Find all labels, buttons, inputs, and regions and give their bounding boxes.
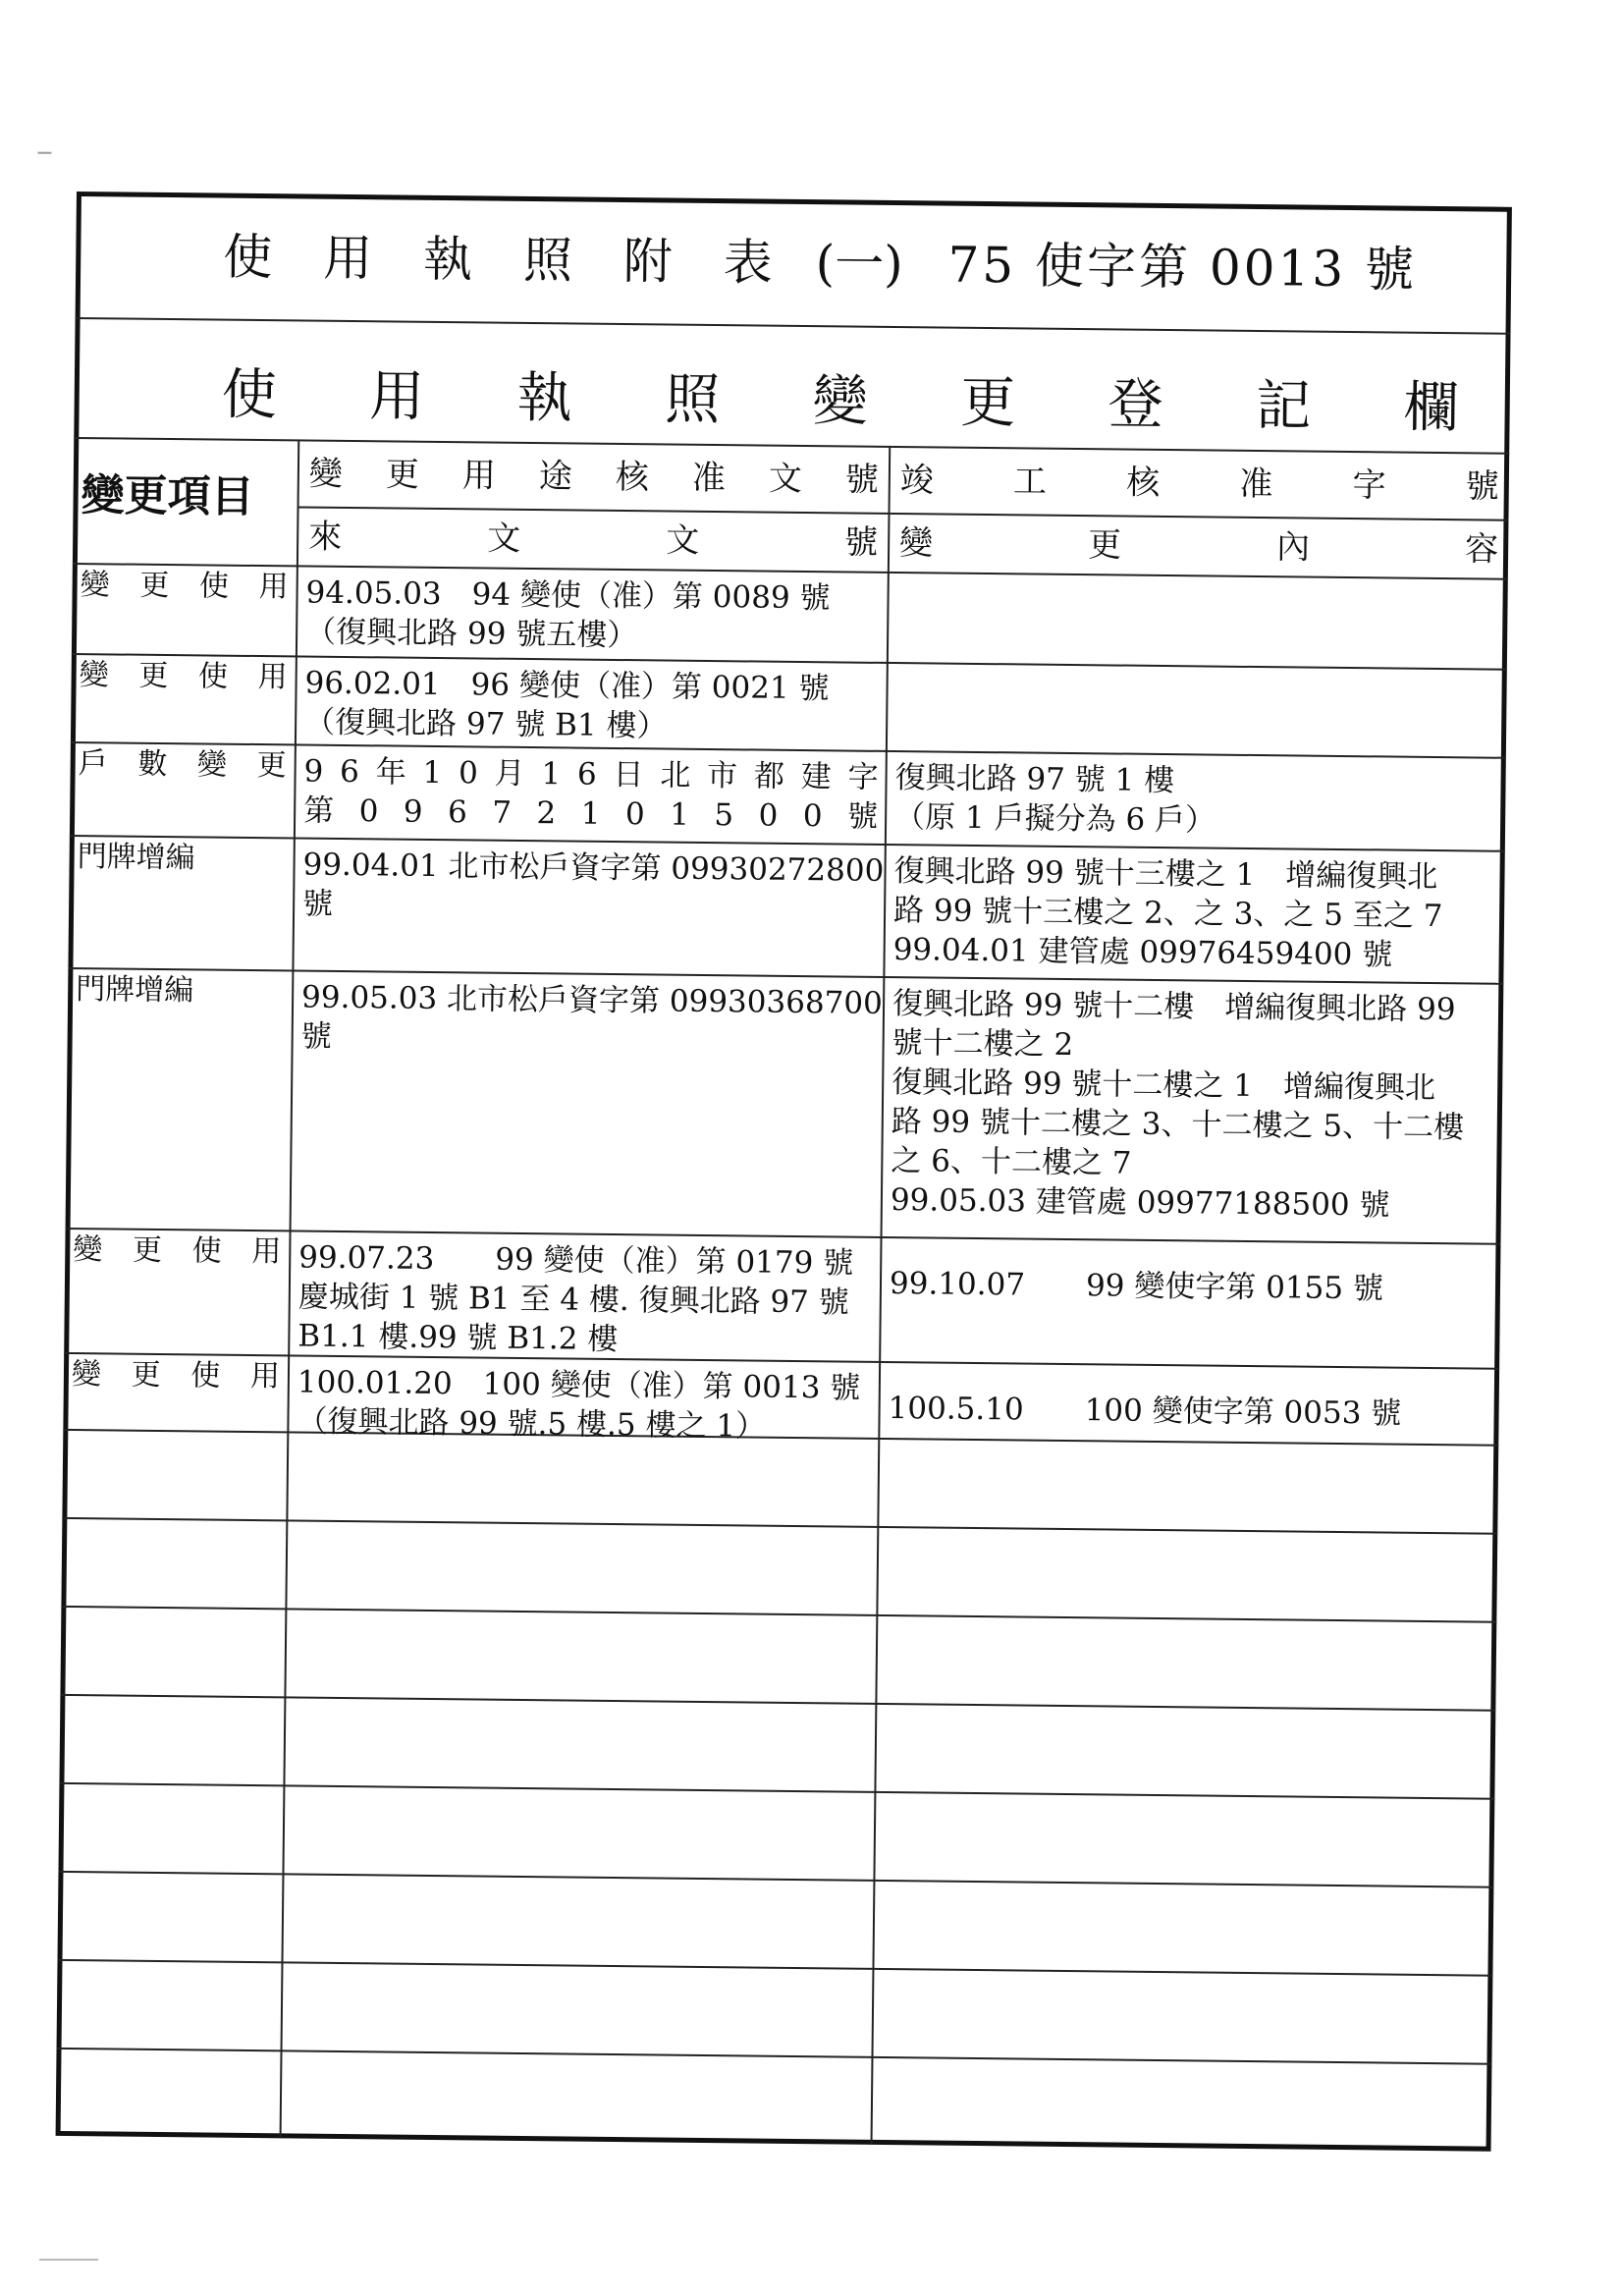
cell-line: B1.1 樓.99 號 B1.2 樓 <box>297 1318 619 1358</box>
header-char: 文 <box>665 520 700 561</box>
section-title-char: 欄 <box>1403 375 1460 441</box>
cell-line: 號 <box>301 886 334 922</box>
scan-speck <box>39 2259 98 2261</box>
cell-char: 北 <box>660 757 691 793</box>
cell-line: 99.04.01 建管處 09976459400 號 <box>892 932 1393 973</box>
cell-line: 99.05.03 建管處 09977188500 號 <box>890 1182 1390 1224</box>
header-char: 更 <box>1087 525 1122 566</box>
row-content-cell <box>891 984 1494 1227</box>
row-item-char: 變 <box>71 1357 102 1393</box>
header-item: 變更項目 <box>81 470 254 522</box>
row-content-cell <box>890 1264 1490 1310</box>
cell-line: 復興北路 99 號十三樓之 1 增編復興北 <box>893 853 1438 896</box>
row-approval-cell <box>301 846 885 930</box>
header-char: 內 <box>1275 527 1311 568</box>
row-item-label <box>80 568 289 605</box>
row-approval-cell <box>303 752 879 837</box>
header-char: 文 <box>768 459 803 500</box>
row-item-char: 變 <box>79 658 109 693</box>
header-char: 竣 <box>899 461 935 501</box>
cell-char: 第 <box>302 793 335 829</box>
cell-line: 96.02.01 96 變使（准）第 0021 號 <box>304 665 830 707</box>
row-item-char: 使 <box>190 1358 221 1394</box>
cell-char: 日 <box>613 756 644 793</box>
cell-char: 0 <box>802 798 823 835</box>
cell-line <box>303 792 878 837</box>
row-item-char: 用 <box>257 660 288 695</box>
row-item-char: 戶 <box>78 746 108 782</box>
license-sheet <box>56 191 1512 2152</box>
cell-char: 6 <box>339 753 360 791</box>
cell-line: 慶城街 1 號 B1 至 4 樓. 復興北路 97 號 <box>297 1279 849 1321</box>
cell-line: 號 <box>300 1018 332 1055</box>
row-item-label <box>79 658 288 695</box>
row-item-char: 用 <box>258 570 289 605</box>
header-char: 核 <box>615 457 650 498</box>
cell-char: 6 <box>576 756 597 793</box>
header-char: 號 <box>843 522 879 563</box>
header-char: 號 <box>844 460 880 500</box>
header-char: 核 <box>1126 463 1161 503</box>
section-title-char: 用 <box>368 364 425 429</box>
row-item-label <box>77 840 195 876</box>
section-title-char: 變 <box>812 369 869 434</box>
section-title <box>221 362 1460 441</box>
cell-line: 復興北路 99 號十二樓之 1 增編復興北 <box>892 1065 1436 1107</box>
header-change-content <box>898 523 1499 570</box>
cell-line: 復興北路 97 號 1 樓 <box>894 760 1175 799</box>
cell-char: 0 <box>358 793 379 830</box>
cell-line <box>303 752 878 797</box>
row-item-char: 門牌增編 <box>76 972 194 1009</box>
row-item-char: 更 <box>256 748 287 784</box>
cell-char: 1 <box>580 795 601 832</box>
cell-line: （原 1 戶擬分為 6 戶） <box>893 799 1216 839</box>
row-approval-cell <box>300 978 884 1063</box>
section-title-char: 執 <box>516 365 573 431</box>
row-item-char: 用 <box>249 1358 281 1394</box>
row-item-label <box>76 972 194 1009</box>
header-char: 來 <box>307 517 343 557</box>
header-char: 用 <box>461 456 497 496</box>
row-approval-cell <box>305 574 881 658</box>
header-char: 准 <box>1239 464 1273 505</box>
cell-line: （復興北路 99 號五樓） <box>304 614 638 654</box>
header-char: 字 <box>1352 465 1386 506</box>
scan-speck <box>37 152 51 154</box>
header-completion-no <box>899 461 1499 507</box>
cell-line: 100.5.10 100 變使字第 0053 號 <box>888 1391 1402 1432</box>
row-approval-cell <box>297 1238 873 1362</box>
section-title-char: 照 <box>664 367 721 433</box>
section-title-char: 記 <box>1255 374 1312 439</box>
row-item-char: 更 <box>139 568 170 604</box>
cell-line: （復興北路 97 號 B1 樓） <box>303 704 668 744</box>
header-char: 准 <box>691 458 727 499</box>
cell-char: 號 <box>846 798 879 835</box>
cell-line: 99.05.03 北市松戶資字第 09930368700 <box>300 979 884 1021</box>
cell-line: 99.04.01 北市松戶資字第 09930272800 <box>302 847 885 889</box>
cell-line: 路 99 號十二樓之 3、十二樓之 5、十二樓 <box>891 1104 1465 1146</box>
cell-char: 5 <box>714 797 734 834</box>
header-char: 變 <box>898 523 934 564</box>
cell-char: 市 <box>706 757 738 794</box>
row-item-label <box>78 746 287 784</box>
row-approval-cell <box>304 664 880 748</box>
row-item-char: 使 <box>191 1233 222 1269</box>
cell-char: 0 <box>458 755 478 792</box>
cell-char: 9 <box>303 753 324 790</box>
cell-line: 路 99 號十三樓之 2、之 3、之 5 至之 7 <box>892 893 1443 935</box>
row-item-char: 更 <box>138 658 169 694</box>
cell-char: 0 <box>624 796 645 833</box>
cell-line: 100.01.20 100 變使（准）第 0013 號 <box>297 1364 861 1406</box>
cell-char: 6 <box>447 794 468 831</box>
cell-char: 7 <box>492 794 513 831</box>
row-item-char: 變 <box>196 747 228 783</box>
row-content-cell <box>888 1389 1488 1435</box>
section-title-char: 使 <box>221 362 278 428</box>
row-content-cell <box>894 758 1496 844</box>
row-approval-cell <box>297 1363 872 1448</box>
cell-char: 月 <box>494 755 525 792</box>
row-content-cell <box>892 851 1494 976</box>
row-item-char: 數 <box>137 746 168 783</box>
header-incoming-doc-no <box>307 517 879 563</box>
cell-line: 99.10.07 99 變使字第 0155 號 <box>889 1266 1384 1307</box>
header-char: 號 <box>1465 466 1499 507</box>
cell-char: 1 <box>541 756 562 793</box>
row-item-char: 使 <box>198 569 230 604</box>
row-item-char: 更 <box>131 1357 161 1393</box>
header-char: 變 <box>308 454 344 494</box>
row-item-char: 使 <box>197 659 229 694</box>
cell-char: 1 <box>422 754 443 792</box>
row-item-char: 門牌增編 <box>77 840 195 876</box>
section-title-char: 更 <box>959 370 1016 436</box>
cell-char: 都 <box>753 758 785 794</box>
cell-char: 年 <box>375 754 406 791</box>
row-item-char: 變 <box>80 568 110 603</box>
header-char: 途 <box>538 457 573 497</box>
row-item-char: 用 <box>251 1233 282 1270</box>
header-approval-doc-no <box>308 454 880 500</box>
cell-char: 建 <box>800 759 832 795</box>
header-char: 更 <box>385 455 420 495</box>
header-char: 容 <box>1464 529 1499 570</box>
cell-char: 字 <box>847 759 879 795</box>
cell-line: （復興北路 99 號.5 樓.5 樓之 1） <box>297 1403 767 1445</box>
cell-char: 0 <box>758 797 779 834</box>
cell-char: 1 <box>669 796 690 833</box>
cell-line: 號十二樓之 2 <box>892 1025 1074 1064</box>
section-title-char: 登 <box>1108 372 1164 437</box>
row-item-char: 更 <box>132 1232 163 1269</box>
header-char: 文 <box>486 519 521 559</box>
header-char: 工 <box>1012 462 1048 502</box>
cell-line: 94.05.03 94 變使（准）第 0089 號 <box>305 574 831 617</box>
row-item-label <box>73 1232 282 1270</box>
cell-line: 99.07.23 99 變使（准）第 0179 號 <box>298 1239 854 1282</box>
cell-char: 9 <box>403 793 423 830</box>
row-item-char: 變 <box>73 1232 103 1268</box>
row-item-label <box>71 1357 281 1394</box>
document-title: 使 用 執 照 附 表 (一) 75 使字第 0013 號 <box>222 228 1418 299</box>
cell-line: 之 6、十二樓之 7 <box>891 1143 1132 1181</box>
cell-line: 復興北路 99 號十二樓 增編復興北路 99 <box>892 986 1456 1028</box>
cell-char: 2 <box>536 795 557 832</box>
